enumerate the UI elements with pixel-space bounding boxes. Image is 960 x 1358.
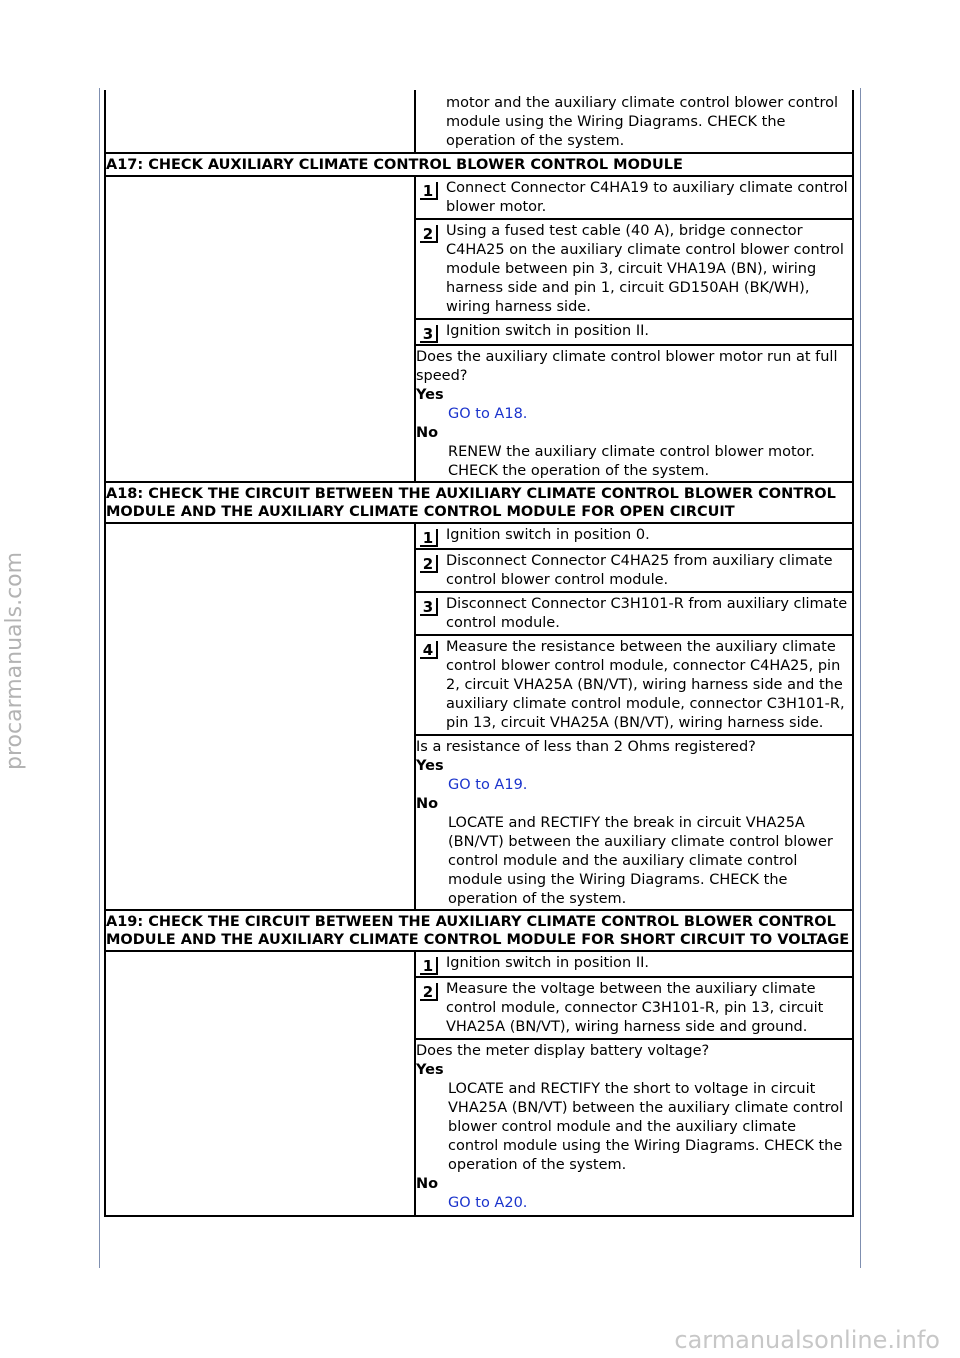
step-text: Disconnect Connector C4HA25 from auxiliary climate control blower control module. (446, 552, 833, 588)
step-text: Ignition switch in position 0. (446, 526, 650, 543)
bottom-watermark: carmanualsonline.info (674, 1326, 940, 1354)
section-a17 (104, 152, 854, 481)
step-text: Connect Connector C4HA19 to auxiliary climate control blower motor. (446, 179, 848, 215)
goto-a20-link[interactable]: GO to A20. (448, 1194, 528, 1211)
step-text: Using a fused test cable (40 A), bridge connector C4HA25 on the auxiliary climate control blower control module between pin 3, circuit VHA19A (BN), wiring harness side and pin 1, circuit GD150AH (BK/WH), wiring harness side. (446, 222, 844, 315)
no-label: No (416, 1175, 439, 1192)
question-text: Does the meter display battery voltage? (416, 1042, 710, 1059)
step-row (414, 634, 852, 734)
section-heading: A19: CHECK THE CIRCUIT BETWEEN THE AUXILIARY CLIMATE CONTROL BLOWER CONTROL MODULE AND THE AUXILIARY CLIMATE CONTROL MODULE FOR SHORT CIRCUIT TO VOLTAGE (106, 911, 852, 952)
step-text: Disconnect Connector C3H101-R from auxiliary climate control module. (446, 595, 848, 631)
question-block (414, 1038, 852, 1215)
step-row (414, 524, 852, 548)
step-number: 3 (420, 325, 438, 343)
section-heading: A17: CHECK AUXILIARY CLIMATE CONTROL BLOWER CONTROL MODULE (106, 154, 852, 177)
step-text: Measure the voltage between the auxiliary climate control module, connector C3H101-R, pin 13, circuit VHA25A (BN/VT), wiring harness side and ground. (446, 980, 824, 1035)
continuation-row (104, 90, 854, 152)
step-number: 2 (420, 225, 438, 243)
yes-label: Yes (416, 386, 444, 403)
step-row (414, 177, 852, 218)
step-text: Ignition switch in position II. (446, 322, 650, 339)
question-block (414, 344, 852, 481)
section-heading: A18: CHECK THE CIRCUIT BETWEEN THE AUXILIARY CLIMATE CONTROL BLOWER CONTROL MODULE AND THE AUXILIARY CLIMATE CONTROL MODULE FOR OPEN CIRCUIT (106, 483, 852, 524)
side-watermark: procarmanuals.com (2, 551, 27, 770)
page-border-left (99, 88, 100, 1268)
step-number: 1 (420, 182, 438, 200)
goto-a18-link[interactable]: GO to A18. (448, 405, 528, 422)
continuation-text: motor and the auxiliary climate control blower control module using the Wiring Diagrams. CHECK the operation of the system. (446, 95, 839, 149)
page-border-right (860, 88, 861, 1268)
yes-label: Yes (416, 1061, 444, 1078)
section-a19 (104, 909, 854, 1217)
yes-label: Yes (416, 757, 444, 774)
step-text: Ignition switch in position II. (446, 954, 650, 971)
step-row (414, 952, 852, 976)
step-number: 1 (420, 529, 438, 547)
step-row (414, 548, 852, 591)
step-number: 2 (420, 555, 438, 573)
no-label: No (416, 795, 439, 812)
step-row (414, 218, 852, 318)
step-text: Measure the resistance between the auxiliary climate control blower control module, connector C4HA25, pin 2, circuit VHA25A (BN/VT), wiring harness side and the auxiliary climate control module, connector C3H101-R, pin 13, circuit VHA25A (BN/VT), wiring harness side. (446, 638, 845, 731)
no-action-text: RENEW the auxiliary climate control blower motor. CHECK the operation of the system. (448, 443, 815, 479)
question-block (414, 734, 852, 909)
step-number: 2 (420, 983, 438, 1001)
no-action-text: LOCATE and RECTIFY the break in circuit VHA25A (BN/VT) between the auxiliary climate control blower control module and the auxiliary climate control module using the Wiring Diagrams. CHECK the operation of the system. (448, 814, 833, 907)
step-row (414, 318, 852, 344)
question-text: Is a resistance of less than 2 Ohms registered? (416, 738, 756, 755)
step-number: 3 (420, 598, 438, 616)
section-a18 (104, 481, 854, 909)
yes-action-text: LOCATE and RECTIFY the short to voltage in circuit VHA25A (BN/VT) between the auxiliary climate control blower control module and the auxiliary climate control module using the Wiring Diagrams. CHECK the operation of the system. (448, 1080, 844, 1173)
step-number: 1 (420, 957, 438, 975)
step-number: 4 (420, 641, 438, 659)
step-row (414, 591, 852, 634)
diagnostic-table (104, 90, 854, 1217)
goto-a19-link[interactable]: GO to A19. (448, 776, 528, 793)
step-row (414, 976, 852, 1038)
no-label: No (416, 424, 439, 441)
question-text: Does the auxiliary climate control blower motor run at full speed? (416, 348, 838, 384)
